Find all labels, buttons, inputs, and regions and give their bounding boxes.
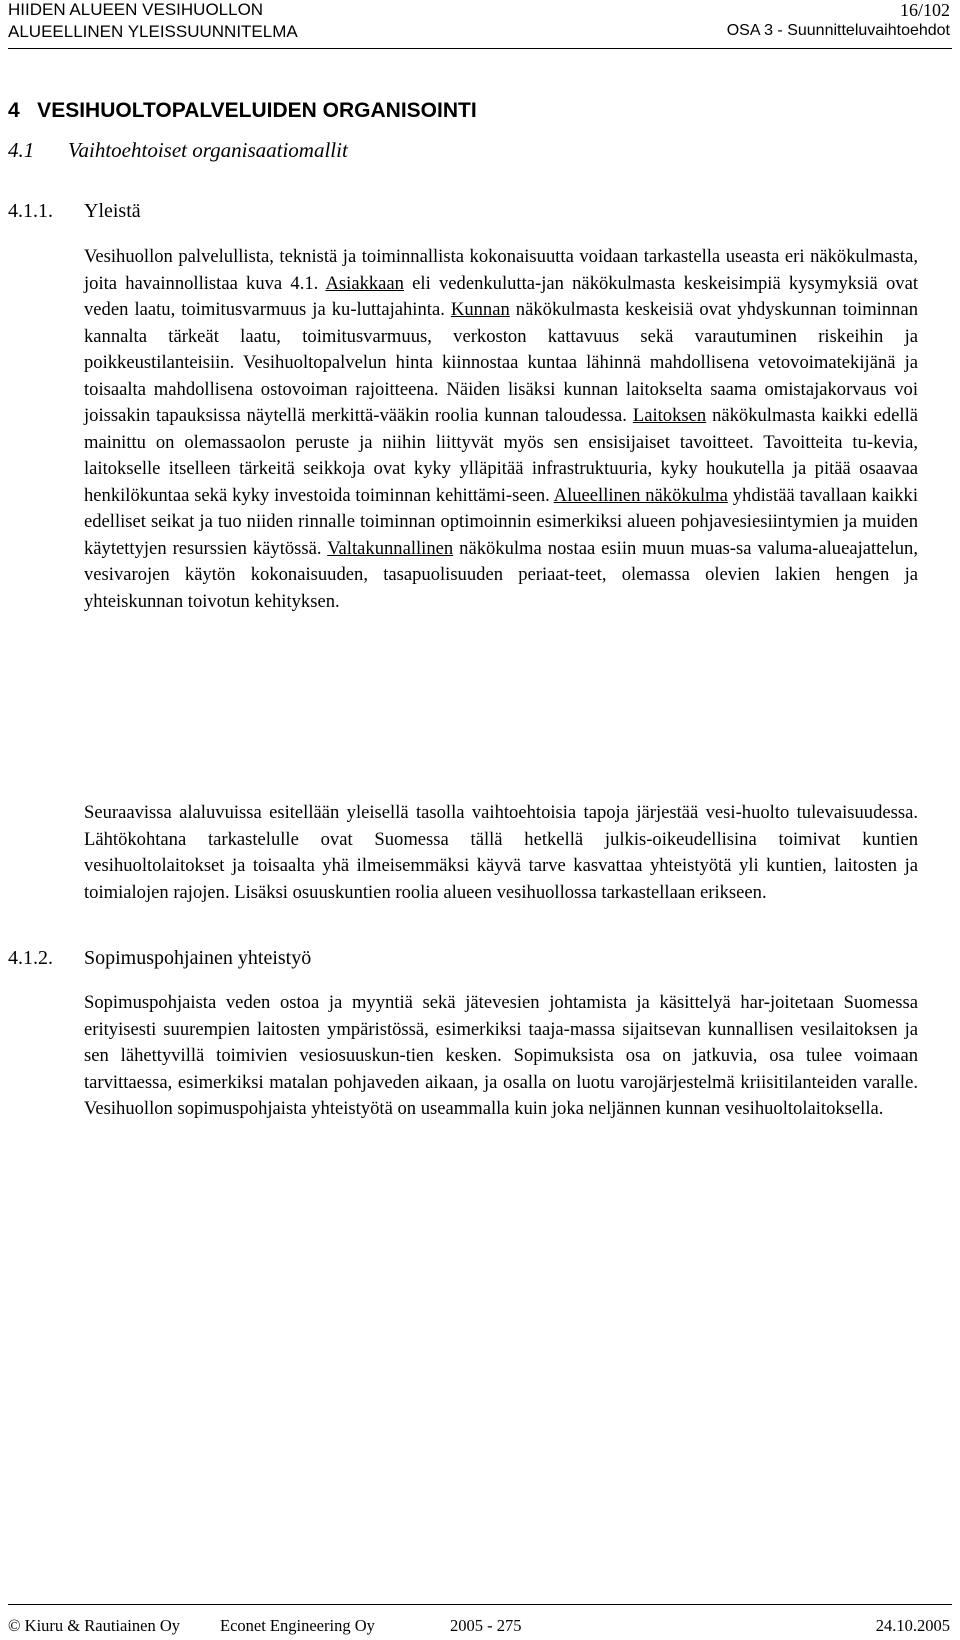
footer-years: 2005 - 275 (450, 1616, 522, 1635)
header-project-title-line2: ALUEELLINEN YLEISSUUNNITELMA (8, 22, 298, 41)
section-number: 4.1 (8, 138, 35, 162)
underlined-term-regional: Alueellinen näkökulma (553, 484, 728, 506)
subsection-number: 4.1.1. (8, 200, 53, 222)
text-run: eli vedenkulutta-jan näkökulmasta keskeisimpiä kysymyksiä ovat veden laatu, toimitusvarmuus ja ku-luttajahinta. (84, 272, 918, 320)
text-run: näkökulmasta keskeisiä ovat yhdyskunnan toiminnan kannalta tärkeät laatu, toimitusvarmuus, verkoston kattavuus sekä varautuminen riskeihin ja poikkeustilanteisiin. Vesihuoltopalvelun hinta kiinnostaa kuntaa lähinnä mahdollisena vetovoimatekijänä ja toisaalta mahdollisena ostovoiman rajoitteena. Näiden lisäksi kunnan laitokselta saama omistajakorvaus voi joissakin tapauksissa näytellä merkittä-vääkin roolia kunnan taloudessa. (84, 299, 918, 426)
subsection-heading-4-1-1 (8, 200, 141, 223)
text-run: Vesihuollon palvelullista, teknistä ja toiminnallista kokonaisuutta voidaan tarkastella useasta eri näkökulmasta, joita havainnollistaa kuva 4.1. (84, 246, 918, 294)
underlined-term-customer: Asiakkaan (325, 272, 404, 294)
subsection-number: 4.1.2. (8, 947, 53, 969)
paragraph-viewpoints (84, 244, 918, 615)
footer-company: Econet Engineering Oy (220, 1616, 375, 1635)
section-title: Vaihtoehtoiset organisaatiomallit (68, 138, 348, 162)
footer-date: 24.10.2005 (875, 1616, 950, 1635)
text-run: näkökulmasta kaikki edellä mainittu on olemassaolon peruste ja niihin liittyvät myös sen ensisijaiset tavoitteet. Tavoitteita tu-kevia, laitokselle itselleen tärkeitä seikkoja ovat kyky ylläpitää infrastruktuuria, kyky houkutella ja pitää osaavaa henkilökuntaa sekä kyky investoida toiminnan kehittämi-seen. (84, 405, 918, 506)
paragraph-subchapters-intro: Seuraavissa alaluvuissa esitellään yleisellä tasolla vaihtoehtoisia tapoja järjestää vesi-huolto tulevaisuudessa. Lähtökohtana tarkastelulle ovat Suomessa tällä hetkellä julkis-oikeudellisina toimivat kuntien vesihuoltolaitokset ja toisaalta yhä ilmeisemmäksi käyvä tarve kasvattaa yhteistyötä yli kuntien, laitosten ja toimialojen rajojen. Lisäksi osuuskuntien roolia alueen vesihuollossa tarkastellaan erikseen. (84, 802, 918, 903)
underlined-term-utility: Laitoksen (632, 405, 707, 426)
footer-copyright: © Kiuru & Rautiainen Oy (8, 1616, 181, 1635)
subsection-heading-4-1-2 (8, 947, 311, 970)
page-header (8, 0, 952, 49)
subsection-title: Sopimuspohjainen yhteistyö (84, 947, 312, 969)
underlined-term-national: Valtakunnallinen (327, 537, 454, 559)
underlined-term-municipality: Kunnan (450, 299, 510, 320)
text-run: näkökulma nostaa esiin muun muas-sa valuma-alueajattelun, vesivarojen käytön kokonaisuuden, tasapuolisuuden periaat-teet, olemassa olevien lakien hengen ja yhteiskunnan toivotun kehityksen. (84, 537, 918, 612)
chapter-heading: 4 VESIHUOLTOPALVELUIDEN ORGANISOINTI (8, 99, 477, 122)
section-heading-4-1 (8, 138, 348, 163)
header-section-name: OSA 3 - Suunnitteluvaihtoehdot (726, 22, 950, 39)
text-run: yhdistää tavallaan kaikki edelliset seikat ja tuo niiden rinnalle toiminnan optimoinnin esimerkiksi alueen pohjavesiesiintymien ja muiden käytettyjen resurssien käytössä. (84, 484, 918, 559)
paragraph-contract-cooperation: Sopimuspohjaista veden ostoa ja myyntiä sekä jätevesien johtamista ja käsittelyä har-joitetaan Suomessa erityisesti suurempien laitosten ympäristössä, esimerkiksi taaja-massa sijaitsevan kunnallisen vesilaitoksen ja sen lähettyvillä toimivien vesiosuuskun-tien kesken. Sopimuksista osa on jatkuvia, osa tulee voimaan tarvittaessa, esimerkiksi matalan pohjaveden aikaan, ja osalla on luotu varojärjestelmä kriisitilanteiden varalle. Vesihuollon sopimuspohjaista yhteistyötä on useammalla kuin joka neljännen kunnan vesihuoltolaitoksella. (84, 992, 918, 1119)
subsection-title: Yleistä (84, 200, 141, 222)
header-project-title-line1: HIIDEN ALUEEN VESIHUOLLON (8, 0, 264, 19)
page-footer (8, 1604, 952, 1640)
header-page-number: 16/102 (899, 0, 950, 20)
